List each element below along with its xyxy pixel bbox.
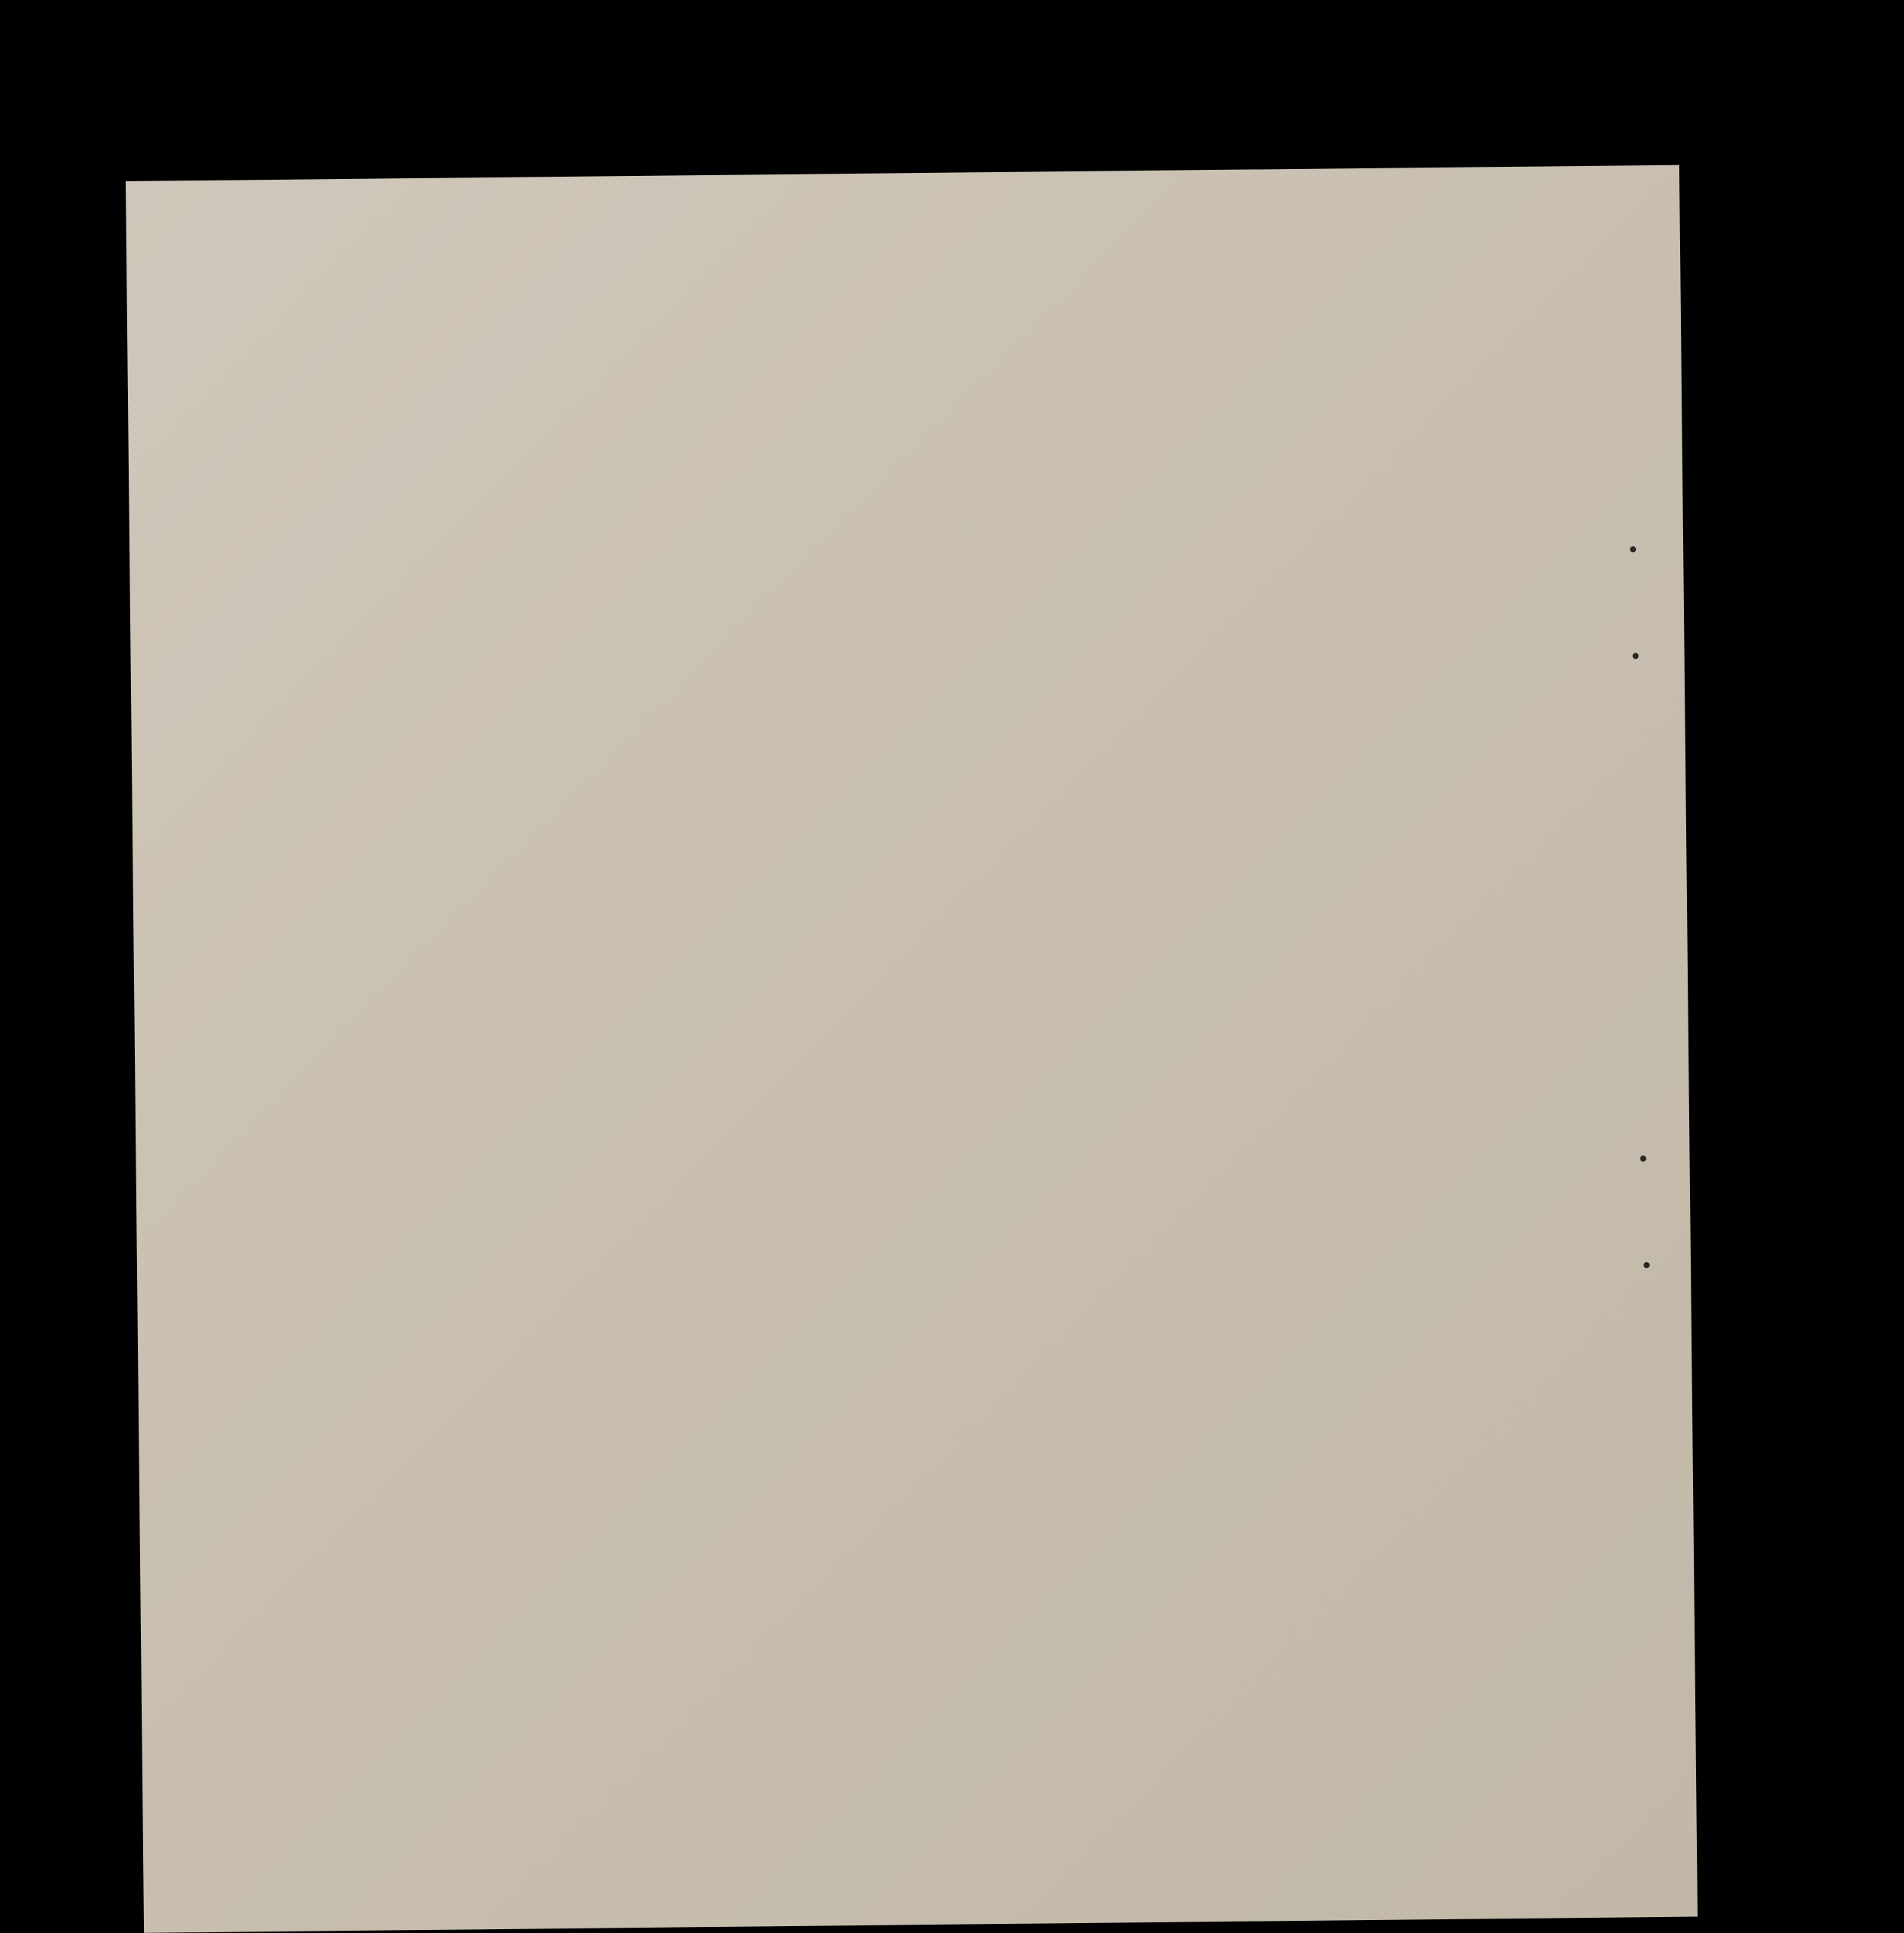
binder-hole	[1633, 653, 1639, 659]
target-area-section	[126, 165, 1679, 181]
airfield-fields	[126, 165, 1679, 181]
item-list-top	[126, 165, 1679, 181]
binder-hole	[1644, 1262, 1650, 1268]
document-body	[126, 165, 1698, 1933]
binder-hole	[1640, 1155, 1647, 1161]
binder-hole	[1630, 546, 1636, 552]
document-page	[126, 165, 1698, 1933]
